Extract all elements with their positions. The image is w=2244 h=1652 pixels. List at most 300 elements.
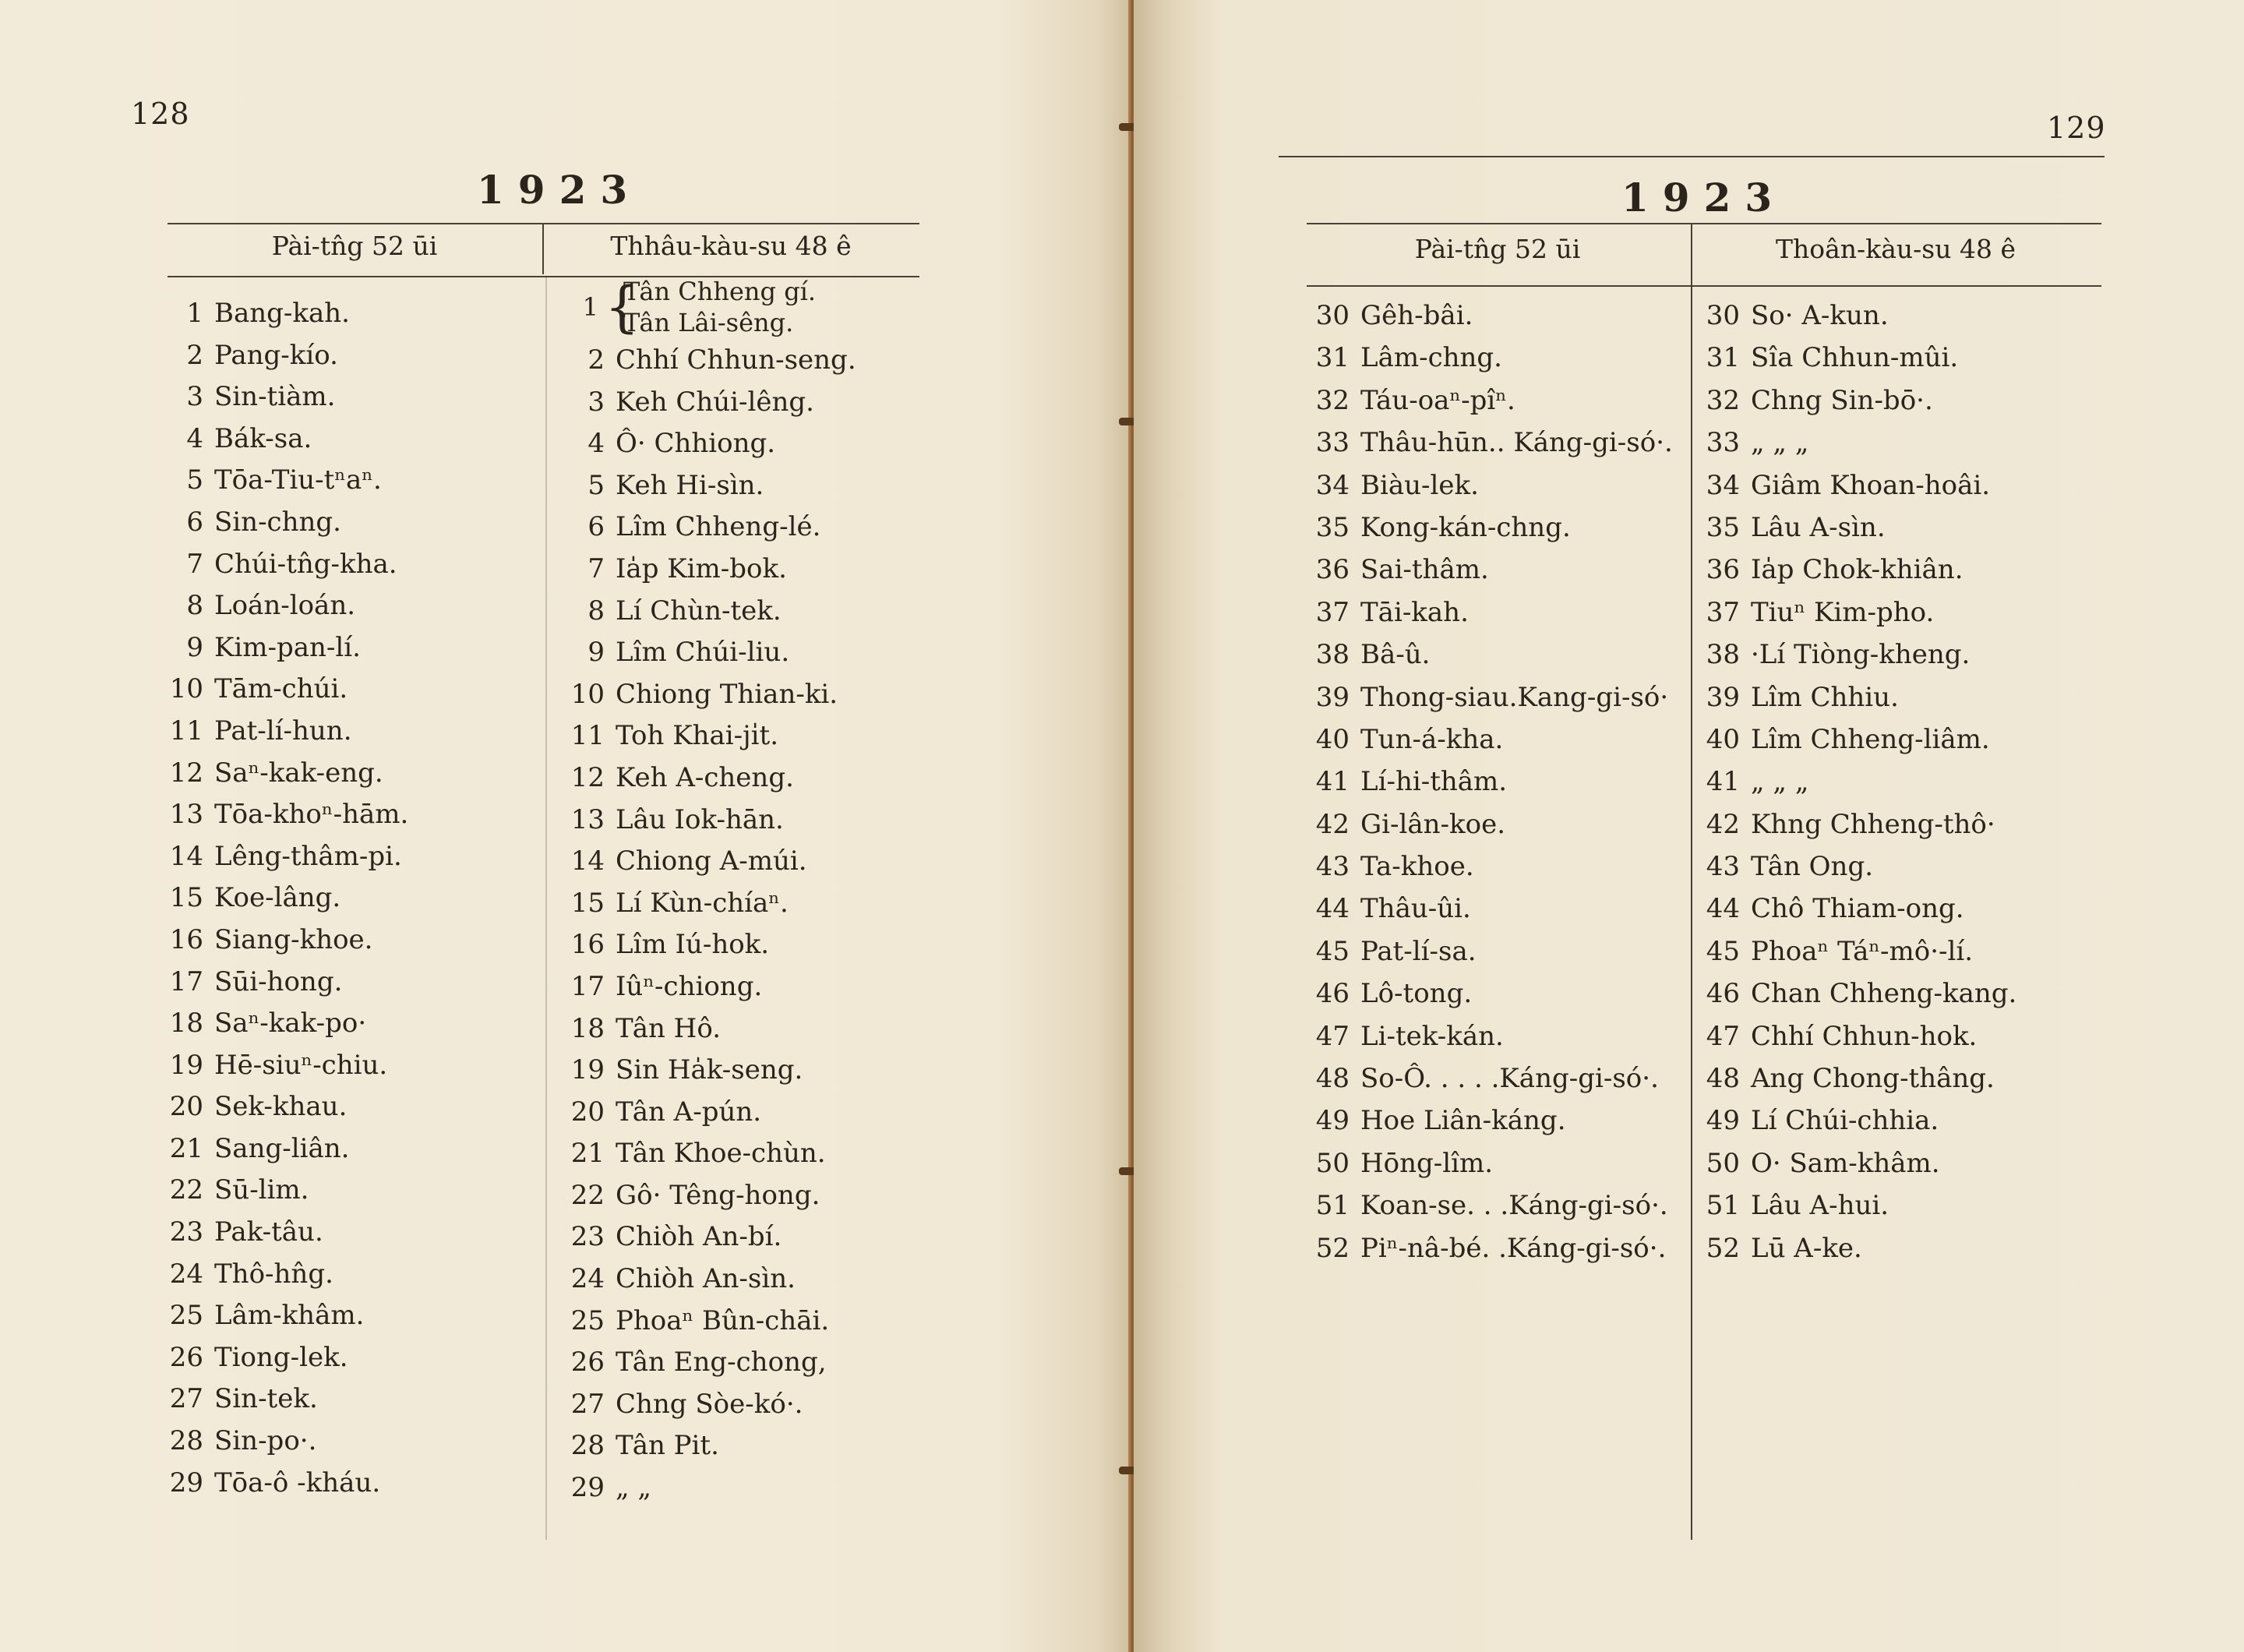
list-item bbox=[1706, 1057, 2062, 1100]
list-item bbox=[1315, 379, 1688, 422]
church-list bbox=[1315, 295, 1688, 1269]
list-item-number: 46 bbox=[1315, 978, 1350, 1010]
list-item-number: 11 bbox=[169, 715, 203, 747]
list-item-number: 10 bbox=[169, 673, 203, 705]
list-item-number: 47 bbox=[1315, 1020, 1350, 1052]
list-item-number: 41 bbox=[1706, 766, 1740, 798]
list-item-number: 25 bbox=[169, 1300, 203, 1332]
list-item bbox=[1315, 1057, 1688, 1100]
list-item bbox=[186, 544, 534, 586]
list-item bbox=[570, 1301, 927, 1343]
list-item-text: Saⁿ-kak-eng. bbox=[214, 757, 383, 789]
list-item-text: Chhí Chhun-seng. bbox=[616, 344, 856, 376]
list-item-text: Sin-chng. bbox=[214, 506, 341, 538]
list-item-text: Bâ-û. bbox=[1360, 639, 1431, 671]
list-item bbox=[570, 674, 927, 716]
list-item-number: 13 bbox=[169, 799, 203, 831]
list-item-number: 27 bbox=[570, 1388, 605, 1420]
list-item-text: Lâu A-hui. bbox=[1751, 1190, 1889, 1222]
list-item-text: Sin Ha̍k-seng. bbox=[616, 1054, 803, 1086]
list-item bbox=[1315, 845, 1688, 888]
page-number: 128 bbox=[131, 97, 190, 131]
list-item-number: 43 bbox=[1706, 851, 1740, 883]
list-item-text: O· Sam-khâm. bbox=[1751, 1147, 1940, 1179]
list-item-text: Chhí Chhun-hok. bbox=[1751, 1020, 1978, 1052]
list-item-text: Tun-á-kha. bbox=[1360, 723, 1504, 755]
list-item bbox=[1706, 634, 2062, 676]
list-item-text: Táu-oaⁿ-pîⁿ. bbox=[1360, 384, 1515, 416]
list-item-text: Chiòh An-sìn. bbox=[616, 1263, 796, 1295]
list-item-text: Chng Sòe-kó·. bbox=[616, 1388, 803, 1420]
column-header-churches: Pài-tn̂g 52 ūi bbox=[271, 231, 438, 261]
list-item bbox=[1315, 295, 1688, 337]
list-item-text: Toh Khai-ji̍t. bbox=[616, 720, 779, 752]
list-item-number: 52 bbox=[1315, 1232, 1350, 1264]
list-item-number: 30 bbox=[1706, 300, 1740, 331]
list-item bbox=[1706, 761, 2062, 803]
list-item-number: 41 bbox=[1315, 766, 1350, 798]
list-item-number: 26 bbox=[169, 1341, 203, 1373]
list-item bbox=[169, 1003, 534, 1045]
list-item-number: 45 bbox=[1706, 935, 1740, 967]
list-item-text: ·Lí Tiòng-kheng. bbox=[1751, 639, 1971, 671]
list-item-number: 18 bbox=[169, 1008, 203, 1040]
list-item-text: Thâu-hūn.. Káng-gi-só·. bbox=[1360, 427, 1673, 459]
list-item-number: 1 bbox=[582, 292, 598, 322]
list-item-number: 38 bbox=[1706, 639, 1740, 671]
list-item bbox=[587, 591, 927, 633]
list-item bbox=[186, 293, 534, 335]
list-item-text: Phoaⁿ Bûn-chāi. bbox=[616, 1304, 830, 1336]
list-item-text: Saⁿ-kak-po· bbox=[214, 1008, 367, 1040]
list-item-number: 48 bbox=[1706, 1063, 1740, 1095]
list-item bbox=[186, 460, 534, 502]
list-item-number: 50 bbox=[1315, 1147, 1350, 1179]
list-item-number: 49 bbox=[1706, 1105, 1740, 1137]
list-item-text: Phoaⁿ Táⁿ-mô·-lí. bbox=[1751, 935, 1974, 967]
list-item bbox=[587, 382, 927, 424]
list-item-text: Siang-khoe. bbox=[214, 923, 373, 955]
list-item-text: So· A-kun. bbox=[1751, 300, 1889, 331]
list-item bbox=[587, 423, 927, 465]
list-item-text: Keh A-cheng. bbox=[616, 761, 794, 793]
list-item-text: „ „ „ bbox=[1751, 427, 1809, 459]
list-item-text: Chô Thiam-ong. bbox=[1751, 893, 1964, 925]
list-item-number: 33 bbox=[1315, 427, 1350, 459]
list-item-text: Tōa-ô -kháu. bbox=[214, 1467, 381, 1498]
list-item-number: 39 bbox=[1315, 681, 1350, 713]
list-item-text: Gô· Têng-hong. bbox=[616, 1179, 820, 1211]
list-item-text: Koe-lâng. bbox=[214, 882, 341, 914]
list-item-number: 39 bbox=[1706, 681, 1740, 713]
list-item bbox=[570, 1384, 927, 1426]
list-item-number: 37 bbox=[1706, 596, 1740, 628]
list-item-number: 8 bbox=[186, 590, 203, 622]
list-item-number: 20 bbox=[169, 1091, 203, 1123]
list-item-text: „ „ bbox=[616, 1472, 652, 1504]
list-item-number: 31 bbox=[1706, 342, 1740, 374]
list-item bbox=[1706, 1184, 2062, 1227]
list-item bbox=[169, 1128, 534, 1170]
list-item-number: 33 bbox=[1706, 427, 1740, 459]
list-item-number: 9 bbox=[186, 631, 203, 663]
column-divider bbox=[545, 277, 547, 1540]
list-item bbox=[582, 275, 904, 339]
list-item-text: Tân Pit. bbox=[616, 1430, 719, 1462]
list-item bbox=[570, 800, 927, 842]
list-item-number: 18 bbox=[570, 1012, 605, 1044]
list-item-text: Lô-tong. bbox=[1360, 978, 1473, 1010]
list-item bbox=[1706, 803, 2062, 845]
list-item bbox=[169, 1421, 534, 1463]
list-item-number: 3 bbox=[186, 381, 203, 413]
list-item-number: 10 bbox=[570, 678, 605, 710]
list-item-text: Chiong Thian-ki. bbox=[616, 678, 838, 710]
list-item-text: Chiong A-múi. bbox=[616, 845, 807, 877]
list-item bbox=[570, 1425, 927, 1467]
list-item-number: 35 bbox=[1706, 511, 1740, 543]
list-item bbox=[186, 418, 534, 461]
list-item-text: Tāi-kah. bbox=[1360, 596, 1469, 628]
list-item-number: 34 bbox=[1706, 469, 1740, 501]
list-item-text: Kong-kán-chng. bbox=[1360, 511, 1571, 543]
list-item-number: 28 bbox=[570, 1430, 605, 1462]
list-item bbox=[169, 1463, 534, 1505]
list-item-text: Lîm Chhiu. bbox=[1751, 681, 1899, 713]
list-item-text: Lîm Chheng-liâm. bbox=[1751, 723, 1990, 755]
list-item-number: 50 bbox=[1706, 1147, 1740, 1179]
list-item bbox=[186, 627, 534, 669]
list-item bbox=[1706, 379, 2062, 422]
list-item bbox=[1315, 337, 1688, 379]
list-item bbox=[186, 335, 534, 377]
list-item bbox=[169, 1045, 534, 1087]
list-item-number: 52 bbox=[1706, 1232, 1740, 1264]
list-item-text: So-Ô. . . . .Káng-gi-só·. bbox=[1360, 1063, 1659, 1095]
list-item-number: 13 bbox=[570, 803, 605, 835]
list-item-number: 25 bbox=[570, 1304, 605, 1336]
list-item-text: Hōng-lîm. bbox=[1360, 1147, 1494, 1179]
church-list bbox=[169, 293, 534, 1504]
list-item-text: Pang-kío. bbox=[214, 339, 338, 371]
list-item bbox=[1315, 1100, 1688, 1142]
list-item-text: Tiuⁿ Kim-pho. bbox=[1751, 596, 1935, 628]
list-item bbox=[570, 715, 927, 757]
list-item-number: 6 bbox=[186, 506, 203, 538]
list-item-number: 44 bbox=[1706, 893, 1740, 925]
list-item-number: 40 bbox=[1315, 723, 1350, 755]
list-item-number: 51 bbox=[1706, 1190, 1740, 1222]
list-item-text: Tân Khoe-chùn. bbox=[616, 1138, 826, 1170]
column-header-preachers: Thoân-kàu-su 48 ê bbox=[1776, 234, 2016, 264]
list-item bbox=[570, 1092, 927, 1134]
header-bottom-rule bbox=[1307, 285, 2101, 287]
list-item-text: Lâm-chng. bbox=[1360, 342, 1502, 374]
list-item bbox=[169, 1254, 534, 1296]
list-item-text: Tân A-pún. bbox=[616, 1096, 762, 1128]
list-item bbox=[1315, 718, 1688, 761]
list-item-text: Lí-hi-thâm. bbox=[1360, 766, 1508, 798]
list-item bbox=[587, 632, 927, 674]
list-item-number: 21 bbox=[570, 1138, 605, 1170]
list-item-text: Tōa-khoⁿ-hām. bbox=[214, 799, 409, 831]
list-item bbox=[1706, 930, 2062, 972]
list-item bbox=[1315, 1142, 1688, 1184]
list-item-text: Lâm-khâm. bbox=[214, 1300, 365, 1332]
list-item bbox=[1315, 1227, 1688, 1269]
brace-icon: { bbox=[605, 275, 640, 339]
list-item-text: Lí Chùn-tek. bbox=[616, 595, 782, 627]
list-item-number: 29 bbox=[169, 1467, 203, 1498]
list-item-number: 43 bbox=[1315, 851, 1350, 883]
list-item-number: 42 bbox=[1706, 808, 1740, 840]
list-item-text: Koan-se. . .Káng-gi-só·. bbox=[1360, 1190, 1668, 1222]
list-item-text: Gi-lân-koe. bbox=[1360, 808, 1506, 840]
list-item bbox=[570, 1258, 927, 1301]
list-item-text: Sai-thâm. bbox=[1360, 554, 1489, 586]
list-item-text: „ „ „ bbox=[1751, 766, 1809, 798]
list-item bbox=[570, 1216, 927, 1258]
list-item-text: Thâu-ûi. bbox=[1360, 893, 1471, 925]
list-item bbox=[186, 585, 534, 627]
list-item bbox=[169, 877, 534, 920]
list-item-number: 22 bbox=[169, 1174, 203, 1206]
list-item-number: 1 bbox=[186, 298, 203, 329]
column-divider bbox=[1691, 285, 1692, 1540]
list-item-text: Chng Sin-bō·. bbox=[1751, 384, 1933, 416]
list-item-number: 24 bbox=[169, 1258, 203, 1290]
list-item-text: Tiong-lek. bbox=[214, 1341, 348, 1373]
list-item-number: 12 bbox=[570, 761, 605, 793]
list-item-text: Thô-hn̂g. bbox=[214, 1258, 333, 1290]
list-item bbox=[1706, 422, 2062, 464]
list-item-number: 4 bbox=[587, 428, 605, 460]
list-item-text: Hē-siuⁿ-chiu. bbox=[214, 1049, 388, 1081]
list-item-number: 34 bbox=[1315, 469, 1350, 501]
list-item-number: 19 bbox=[570, 1054, 605, 1086]
list-item bbox=[1315, 1184, 1688, 1227]
list-item-number: 24 bbox=[570, 1263, 605, 1295]
list-item-text: Pat-lí-hun. bbox=[214, 715, 352, 747]
list-item-text: Biàu-lek. bbox=[1360, 469, 1479, 501]
list-item bbox=[1706, 507, 2062, 549]
list-item bbox=[1315, 930, 1688, 972]
list-item bbox=[1706, 888, 2062, 930]
list-item-text: Li-tek-kán. bbox=[1360, 1020, 1504, 1052]
list-item-number: 44 bbox=[1315, 893, 1350, 925]
list-item-number: 23 bbox=[570, 1221, 605, 1253]
list-item bbox=[1706, 337, 2062, 379]
page-number: 129 bbox=[2047, 111, 2106, 145]
column-header-preachers: Thhâu-kàu-su 48 ê bbox=[610, 231, 852, 261]
list-item-number: 9 bbox=[587, 637, 605, 669]
list-item-text: Lêng-thâm-pi. bbox=[214, 840, 402, 872]
list-item bbox=[1315, 464, 1688, 507]
list-item bbox=[169, 1170, 534, 1212]
list-item-number: 11 bbox=[570, 720, 605, 752]
list-item-text: Lâu A-sìn. bbox=[1751, 511, 1886, 543]
list-item-text: Gêh-bâi. bbox=[1360, 300, 1473, 331]
list-item-number: 7 bbox=[186, 548, 203, 580]
list-item bbox=[1706, 1015, 2062, 1057]
list-item bbox=[1706, 549, 2062, 591]
list-item bbox=[169, 1212, 534, 1254]
list-item-text: Ia̍p Chok-khiân. bbox=[1751, 554, 1964, 586]
list-item-text: Lîm Chúi-liu. bbox=[616, 637, 790, 669]
list-item bbox=[1706, 676, 2062, 718]
list-item bbox=[169, 1378, 534, 1421]
list-item bbox=[169, 836, 534, 878]
list-item-number: 32 bbox=[1706, 384, 1740, 416]
list-item bbox=[587, 507, 927, 549]
list-item bbox=[1706, 591, 2062, 634]
list-item bbox=[169, 1295, 534, 1337]
list-item bbox=[587, 340, 927, 382]
list-item bbox=[169, 1337, 534, 1379]
list-item bbox=[169, 753, 534, 795]
list-item bbox=[570, 1467, 927, 1509]
list-item-number: 32 bbox=[1315, 384, 1350, 416]
list-item-number: 31 bbox=[1315, 342, 1350, 374]
list-item bbox=[1706, 972, 2062, 1015]
list-item bbox=[570, 924, 927, 966]
list-item-number: 16 bbox=[570, 929, 605, 961]
list-item-text: Giâm Khoan-hoâi. bbox=[1751, 469, 1991, 501]
list-item bbox=[169, 711, 534, 753]
list-item-text: Chan Chheng-kang. bbox=[1751, 978, 2017, 1010]
list-item bbox=[1706, 1227, 2062, 1269]
list-item-text: Ia̍p Kim-bok. bbox=[616, 552, 787, 584]
list-item bbox=[169, 669, 534, 711]
list-item bbox=[1315, 676, 1688, 718]
list-item-text: Tām-chúi. bbox=[214, 673, 348, 705]
list-item bbox=[1315, 422, 1688, 464]
list-item bbox=[186, 502, 534, 544]
list-item-number: 28 bbox=[169, 1425, 203, 1457]
list-item bbox=[1706, 718, 2062, 761]
list-item-text: Tōa-Tiu-tⁿaⁿ. bbox=[214, 464, 382, 496]
list-item-number: 2 bbox=[186, 339, 203, 371]
list-item-number: 5 bbox=[186, 464, 203, 496]
list-item-text: Sūi-hong. bbox=[214, 965, 343, 997]
list-item-number: 21 bbox=[169, 1132, 203, 1164]
list-item-text: Thong-siau.Kang-gi-só· bbox=[1360, 681, 1669, 713]
list-item-text: Lí Kùn-chíaⁿ. bbox=[616, 887, 789, 919]
list-item bbox=[169, 920, 534, 962]
list-item-number: 49 bbox=[1315, 1105, 1350, 1137]
list-item-number: 29 bbox=[570, 1472, 605, 1504]
list-item-text: Keh Hi-sìn. bbox=[616, 469, 764, 501]
list-item bbox=[570, 1050, 927, 1092]
list-item-number: 46 bbox=[1706, 978, 1740, 1010]
list-item-text: Lâu Iok-hān. bbox=[616, 803, 784, 835]
list-item-text: Sek-khau. bbox=[214, 1091, 348, 1123]
list-item-number: 8 bbox=[587, 595, 605, 627]
list-item-number: 35 bbox=[1315, 511, 1350, 543]
list-item-text: Ang Chong-thâng. bbox=[1751, 1063, 1995, 1095]
list-item bbox=[570, 966, 927, 1008]
list-item bbox=[570, 757, 927, 800]
list-item-text: Lîm Chheng-lé. bbox=[616, 511, 821, 543]
list-item-number: 30 bbox=[1315, 300, 1350, 331]
list-item bbox=[570, 1175, 927, 1217]
right-page bbox=[1134, 0, 2244, 1652]
list-item-number: 5 bbox=[587, 469, 605, 501]
list-item bbox=[1315, 761, 1688, 803]
list-item-number: 23 bbox=[169, 1216, 203, 1248]
list-item-text: Tân Eng-chong, bbox=[616, 1347, 827, 1378]
list-item bbox=[1315, 972, 1688, 1015]
list-item bbox=[1315, 549, 1688, 591]
list-item-number: 36 bbox=[1706, 554, 1740, 586]
list-item-text: Bák-sa. bbox=[214, 422, 312, 454]
list-item-number: 17 bbox=[570, 970, 605, 1002]
list-item-number: 17 bbox=[169, 965, 203, 997]
list-item-text: Lîm Iú-hok. bbox=[616, 929, 770, 961]
list-item-text: Tân Ong. bbox=[1751, 851, 1874, 883]
list-item-number: 3 bbox=[587, 386, 605, 418]
list-item-number: 40 bbox=[1706, 723, 1740, 755]
page-year: 1923 bbox=[477, 167, 642, 213]
list-item-text: Hoe Liân-káng. bbox=[1360, 1105, 1566, 1137]
list-item-number: 51 bbox=[1315, 1190, 1350, 1222]
list-item-number: 12 bbox=[169, 757, 203, 789]
list-item bbox=[1315, 888, 1688, 930]
list-item-text: Sang-liân. bbox=[214, 1132, 350, 1164]
list-item bbox=[587, 549, 927, 591]
list-item-text: Bang-kah. bbox=[214, 298, 350, 329]
list-item-number: 26 bbox=[570, 1347, 605, 1378]
list-item bbox=[169, 1086, 534, 1128]
list-item bbox=[1706, 1100, 2062, 1142]
list-item bbox=[1315, 803, 1688, 845]
list-item bbox=[1315, 634, 1688, 676]
list-item bbox=[587, 465, 927, 507]
list-item-number: 15 bbox=[570, 887, 605, 919]
list-item-number: 48 bbox=[1315, 1063, 1350, 1095]
preacher-list bbox=[1706, 295, 2062, 1269]
list-item-text: Loán-loán. bbox=[214, 590, 356, 622]
list-item-number: 22 bbox=[570, 1179, 605, 1211]
list-item-number: 6 bbox=[587, 511, 605, 543]
list-item-text: Lí Chúi-chhia. bbox=[1751, 1105, 1939, 1137]
preacher-list bbox=[570, 340, 927, 1509]
list-item bbox=[1315, 591, 1688, 634]
list-item-text: Pak-tâu. bbox=[214, 1216, 323, 1248]
list-item bbox=[1706, 1142, 2062, 1184]
list-item-number: 4 bbox=[186, 422, 203, 454]
list-item-number: 14 bbox=[169, 840, 203, 872]
list-item-number: 27 bbox=[169, 1383, 203, 1415]
list-item bbox=[570, 841, 927, 883]
list-item bbox=[570, 883, 927, 925]
list-item-text: Ô· Chhiong. bbox=[616, 428, 776, 460]
list-item-number: 47 bbox=[1706, 1020, 1740, 1052]
list-item bbox=[1706, 845, 2062, 888]
header-top-rule bbox=[1307, 223, 2101, 224]
list-item-text: Sin-tiàm. bbox=[214, 381, 336, 413]
list-item bbox=[1706, 464, 2062, 507]
list-item bbox=[570, 1008, 927, 1050]
list-item-text: Iûⁿ-chiong. bbox=[616, 970, 763, 1002]
list-item-text: Chiòh An-bí. bbox=[616, 1221, 782, 1253]
header-column-divider bbox=[1691, 223, 1692, 287]
list-item-number: 16 bbox=[169, 923, 203, 955]
list-item-number: 20 bbox=[570, 1096, 605, 1128]
list-item bbox=[570, 1133, 927, 1175]
list-item-text: Lū A-ke. bbox=[1751, 1232, 1862, 1264]
list-item bbox=[1706, 295, 2062, 337]
